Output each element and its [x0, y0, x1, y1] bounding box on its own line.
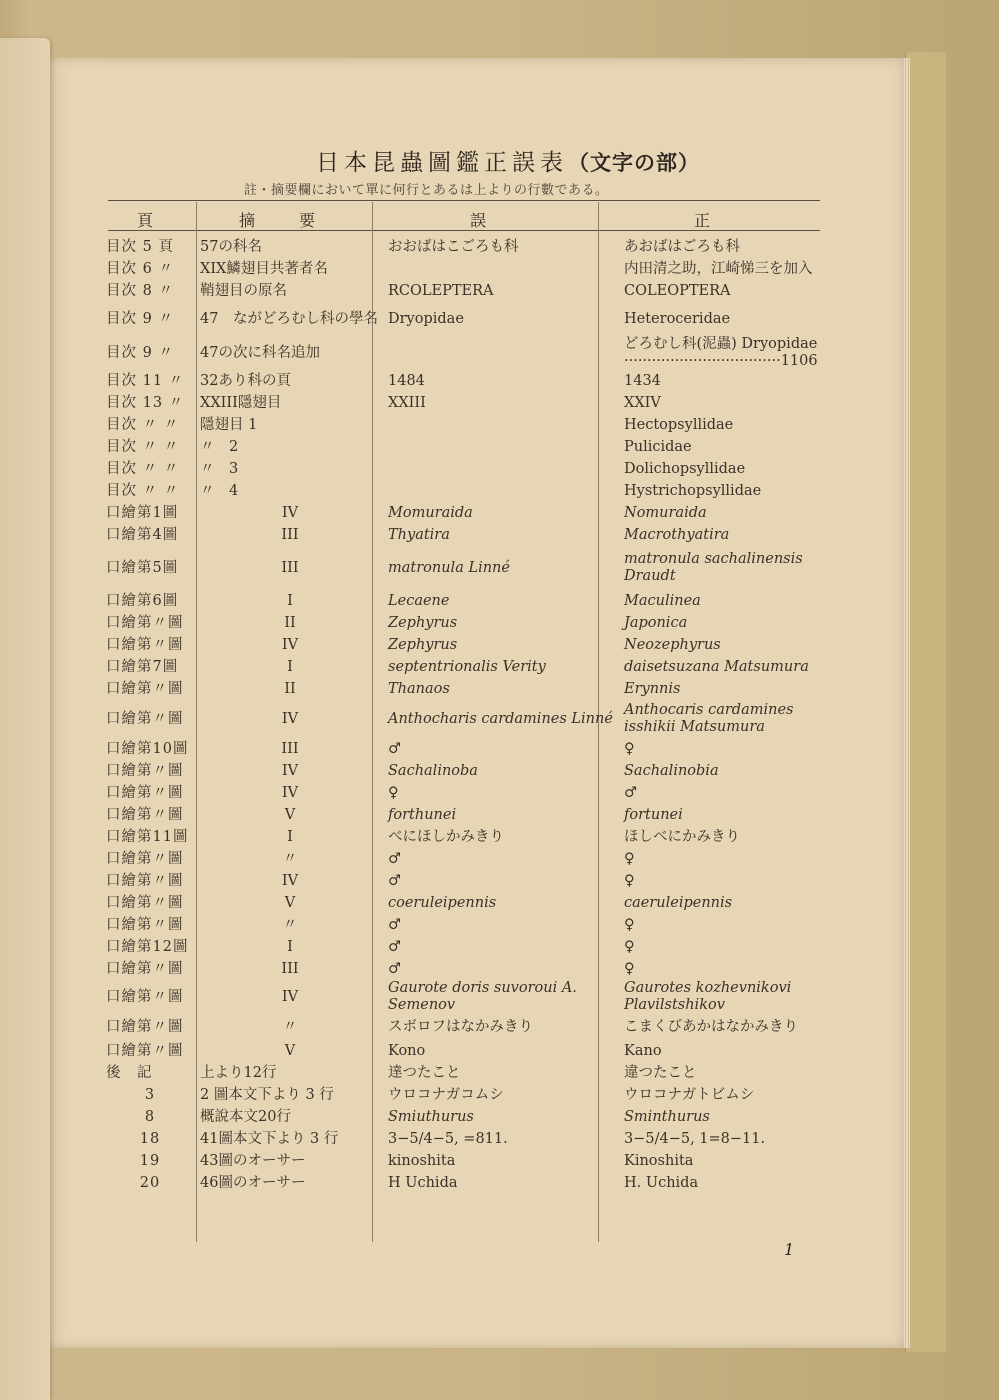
page-cell: 18 [139, 1130, 161, 1147]
summary-cell: IV [281, 504, 299, 521]
error-cell: Gaurote doris suvoroui A. Semenov [388, 980, 577, 1013]
summary-cell: 概說本文20行 [200, 1108, 291, 1125]
summary-cell: III [281, 960, 299, 977]
summary-cell: 47 ながどろむし科の學名 [200, 310, 378, 327]
summary-cell: 隱翅目 1 [200, 416, 258, 433]
table-row [106, 1106, 848, 1128]
table-row [106, 1128, 848, 1150]
error-cell [380, 480, 616, 502]
table-row [106, 436, 848, 458]
page-cell: 目次 〃 〃 [106, 460, 180, 477]
summary-cell: 47の次に科名追加 [200, 344, 320, 361]
correct-cell: Macrothyatira [624, 526, 730, 543]
page-cell: 20 [139, 1174, 161, 1191]
error-cell: ♂ [388, 938, 401, 955]
error-cell: matronula Linné [388, 559, 510, 576]
page-cell: 8 [144, 1108, 156, 1125]
table-row [106, 524, 848, 546]
page-cell: 口繪第〃圖 [106, 636, 184, 653]
page-cell: 口繪第6圖 [106, 592, 179, 609]
correct-cell: Heteroceridae [624, 310, 731, 327]
table-row [106, 1040, 848, 1062]
error-cell [380, 336, 616, 370]
error-cell: べにほしかみきり [388, 828, 504, 845]
page-cell: 目次 11 〃 [106, 372, 185, 389]
error-cell: septentrionalis Verity [388, 658, 546, 675]
summary-cell: 43圖のオーサー [200, 1152, 306, 1169]
correct-cell: Kinoshita [624, 1152, 694, 1169]
page-cell: 口繪第〃圖 [106, 894, 184, 911]
summary-cell: 46圖のオーサー [200, 1174, 306, 1191]
table-row [106, 1084, 848, 1106]
table-row [106, 678, 848, 700]
correct-cell: Anthocaris cardamines isshikii Matsumura [624, 702, 794, 735]
table-row [106, 336, 848, 370]
table-row [106, 848, 848, 870]
page-cell: 口繪第10圖 [106, 740, 189, 757]
page-cell: 口繪第〃圖 [106, 710, 184, 727]
table-row [106, 700, 848, 738]
summary-cell: 32あり科の頁 [200, 372, 291, 389]
summary-cell: I [287, 592, 293, 609]
summary-cell: II [284, 614, 296, 631]
summary-cell: 〃 3 [200, 460, 239, 477]
summary-cell: IV [281, 872, 299, 889]
header-error: 誤 [469, 211, 500, 230]
error-cell: Thyatira [388, 526, 450, 543]
correct-cell: Gaurotes kozhevnikovi Plavilstshikov [624, 980, 792, 1013]
correct-cell: ほしべにかみきり [624, 828, 740, 845]
error-cell: coeruleipennis [388, 894, 497, 911]
error-cell: おおばはこごろも科 [388, 238, 519, 255]
correct-cell: ♀ [624, 938, 635, 955]
error-cell: ♂ [388, 740, 401, 757]
page-cell: 口繪第〃圖 [106, 1042, 184, 1059]
correct-cell: matronula sachalinensis Draudt [624, 551, 803, 584]
table-row [106, 258, 848, 280]
correct-cell: daisetsuzana Matsumura [624, 658, 809, 675]
table-row [106, 738, 848, 760]
cover-edge [905, 52, 946, 1352]
table-row [106, 958, 848, 980]
error-cell: ♂ [388, 960, 401, 977]
page-cell: 19 [139, 1152, 161, 1169]
page-cell: 口繪第11圖 [106, 828, 189, 845]
summary-cell: V [284, 806, 296, 823]
table-row [106, 502, 848, 524]
table-row [106, 480, 848, 502]
header-top-rule [108, 200, 820, 201]
correct-cell: H. Uchida [624, 1174, 699, 1191]
correct-cell: 1434 [624, 372, 661, 389]
table-row [106, 936, 848, 958]
title-main: 日本昆蟲圖鑑正誤表 [316, 150, 568, 176]
table-row [106, 1062, 848, 1084]
correct-cell: COLEOPTERA [624, 282, 731, 299]
error-cell [380, 436, 616, 458]
error-cell: Zephyrus [388, 614, 458, 631]
document-page [46, 58, 904, 1348]
summary-cell: II [284, 680, 296, 697]
summary-cell: IV [281, 636, 299, 653]
summary-cell: V [284, 1042, 296, 1059]
error-cell: Sachalinoba [388, 762, 478, 779]
summary-cell: 〃 4 [200, 482, 239, 499]
page-cell: 目次 〃 〃 [106, 438, 180, 455]
summary-cell: 2 圖本文下より 3 行 [200, 1086, 334, 1103]
page-cell: 口繪第〃圖 [106, 988, 184, 1005]
error-cell [380, 414, 616, 436]
table-row [106, 236, 848, 258]
correct-cell: ♀ [624, 960, 635, 977]
page-cell: 3 [144, 1086, 156, 1103]
table-row [106, 370, 848, 392]
summary-cell: 57の科名 [200, 238, 262, 255]
correct-cell: Hystrichopsyllidae [624, 482, 762, 499]
summary-cell: IV [281, 988, 299, 1005]
page-cell: 口繪第7圖 [106, 658, 179, 675]
summary-cell: XIX鱗翅目共著者名 [200, 260, 328, 277]
header-page: 頁 [136, 211, 167, 230]
page-cell: 口繪第〃圖 [106, 916, 184, 933]
page-cell: 後 記 [106, 1064, 153, 1081]
error-cell: ♂ [388, 850, 401, 867]
error-cell: Anthocharis cardamines Linné [388, 710, 613, 727]
error-cell: H Uchida [388, 1174, 458, 1191]
summary-cell: IV [281, 710, 299, 727]
summary-cell: III [281, 740, 299, 757]
table-row [106, 760, 848, 782]
page-title [316, 144, 796, 177]
error-cell: ウロコナガコムシ [388, 1086, 504, 1103]
error-cell: 3−5/4−5, =811. [388, 1130, 508, 1147]
correct-cell: caeruleipennis [624, 894, 733, 911]
correct-cell: ♂ [624, 784, 637, 801]
error-cell: ♂ [388, 916, 401, 933]
correct-cell: ♀ [624, 916, 635, 933]
table-row [106, 280, 848, 302]
error-cell: Kono [388, 1042, 426, 1059]
table-row [106, 634, 848, 656]
summary-cell: 〃 2 [200, 438, 239, 455]
table-row [106, 892, 848, 914]
correct-cell: Kano [624, 1042, 662, 1059]
page-cell: 口繪第〃圖 [106, 614, 184, 631]
correct-cell: Sminthurus [624, 1108, 710, 1125]
table-row [106, 804, 848, 826]
page-cell: 口繪第〃圖 [106, 1018, 184, 1035]
error-cell: forthunei [388, 806, 457, 823]
page-cell: 口繪第1圖 [106, 504, 179, 521]
correct-cell: ♀ [624, 872, 635, 889]
table-row [106, 612, 848, 634]
page-number: 1 [784, 1240, 795, 1259]
table-row [106, 590, 848, 612]
correct-cell: ♀ [624, 740, 635, 757]
page-cell: 口繪第〃圖 [106, 960, 184, 977]
summary-cell: I [287, 938, 293, 955]
correct-cell: Hectopsyllidae [624, 416, 734, 433]
error-cell: XXIII [388, 394, 426, 411]
front-cover-edge [0, 38, 50, 1400]
error-cell: Thanaos [388, 680, 450, 697]
correct-cell: Nomuraida [624, 504, 707, 521]
page-cell: 目次 8 〃 [106, 282, 174, 299]
error-cell [380, 458, 616, 480]
page-cell: 口繪第〃圖 [106, 784, 184, 801]
correct-cell: Sachalinobia [624, 762, 719, 779]
page-cell: 目次 〃 〃 [106, 416, 180, 433]
table-row [106, 302, 848, 336]
summary-cell: 〃 [282, 916, 298, 933]
page-cell: 目次 9 〃 [106, 310, 174, 327]
page-cell: 口繪第〃圖 [106, 762, 184, 779]
table-row [106, 414, 848, 436]
error-cell: Lecaene [388, 592, 450, 609]
error-cell: 達つたこと [388, 1064, 461, 1081]
table-row [106, 546, 848, 590]
correct-cell: Neozephyrus [624, 636, 721, 653]
correct-cell: どろむし科(泥蟲) Dryopidae ··································1106 [624, 336, 818, 369]
page-cell: 口繪第12圖 [106, 938, 189, 955]
summary-cell: XXIII隱翅目 [200, 394, 282, 411]
page-note: 註・摘要欄において單に何行とあるは上よりの行數である。 [244, 183, 609, 198]
title-suffix: （文字の部） [568, 151, 700, 175]
table-row [106, 458, 848, 480]
page-cell: 口繪第〃圖 [106, 806, 184, 823]
correct-cell: こまくびあかはなかみきり [624, 1018, 798, 1035]
correct-cell: 3−5/4−5, 1=8−11. [624, 1130, 766, 1147]
table-row [106, 1014, 848, 1040]
page-cell: 口繪第4圖 [106, 526, 179, 543]
summary-cell: V [284, 894, 296, 911]
error-cell [380, 258, 616, 280]
header-summary: 摘 要 [238, 211, 329, 230]
page-cell: 口繪第〃圖 [106, 680, 184, 697]
summary-cell: 〃 [282, 850, 298, 867]
correct-cell: Japonica [624, 614, 688, 631]
table-row [106, 870, 848, 892]
correct-cell: Dolichopsyllidae [624, 460, 746, 477]
correct-cell: fortunei [624, 806, 683, 823]
correct-cell: 違つたこと [624, 1064, 697, 1081]
error-cell: kinoshita [388, 1152, 456, 1169]
table-row [106, 782, 848, 804]
summary-cell: I [287, 828, 293, 845]
error-cell: Dryopidae [388, 310, 464, 327]
summary-cell: I [287, 658, 293, 675]
summary-cell: 41圖本文下より 3 行 [200, 1130, 339, 1147]
error-cell: ♂ [388, 872, 401, 889]
correct-cell: ♀ [624, 850, 635, 867]
page-cell: 目次 〃 〃 [106, 482, 180, 499]
summary-cell: 上より12行 [200, 1064, 277, 1081]
summary-cell: 鞘翅目の原名 [200, 282, 287, 299]
page-cell: 目次 13 〃 [106, 394, 185, 411]
page-cell: 口繪第〃圖 [106, 872, 184, 889]
table-row [106, 1150, 848, 1172]
table-row [106, 980, 848, 1014]
header-correct: 正 [693, 211, 724, 230]
summary-cell: IV [281, 762, 299, 779]
error-cell: スボロフはなかみきり [388, 1018, 533, 1035]
error-cell: Momuraida [388, 504, 473, 521]
page-cell: 目次 6 〃 [106, 260, 174, 277]
correct-cell: あおばはごろも科 [624, 238, 740, 255]
summary-cell: 〃 [282, 1018, 298, 1035]
error-cell: Zephyrus [388, 636, 458, 653]
summary-cell: III [281, 526, 299, 543]
error-cell: 1484 [388, 372, 425, 389]
page-cell: 目次 5 頁 [106, 238, 174, 255]
page-cell: 口繪第5圖 [106, 559, 179, 576]
error-cell: RCOLEPTERA [388, 282, 494, 299]
correct-cell: XXIV [624, 394, 661, 411]
table-row [106, 914, 848, 936]
correct-cell: Maculinea [624, 592, 701, 609]
correct-cell: Erynnis [624, 680, 681, 697]
table-row [106, 1172, 848, 1194]
table-row [106, 656, 848, 678]
errata-table [106, 236, 848, 1194]
correct-cell: 内田清之助，江崎悌三を加入 [624, 260, 813, 277]
page-cell: 口繪第〃圖 [106, 850, 184, 867]
summary-cell: III [281, 559, 299, 576]
summary-cell: IV [281, 784, 299, 801]
error-cell: ♀ [388, 784, 399, 801]
correct-cell: ウロコナガトビムシ [624, 1086, 755, 1103]
correct-cell: Pulicidae [624, 438, 692, 455]
table-row [106, 826, 848, 848]
page-cell: 目次 9 〃 [106, 344, 174, 361]
table-row [106, 392, 848, 414]
error-cell: Smiuthurus [388, 1108, 474, 1125]
